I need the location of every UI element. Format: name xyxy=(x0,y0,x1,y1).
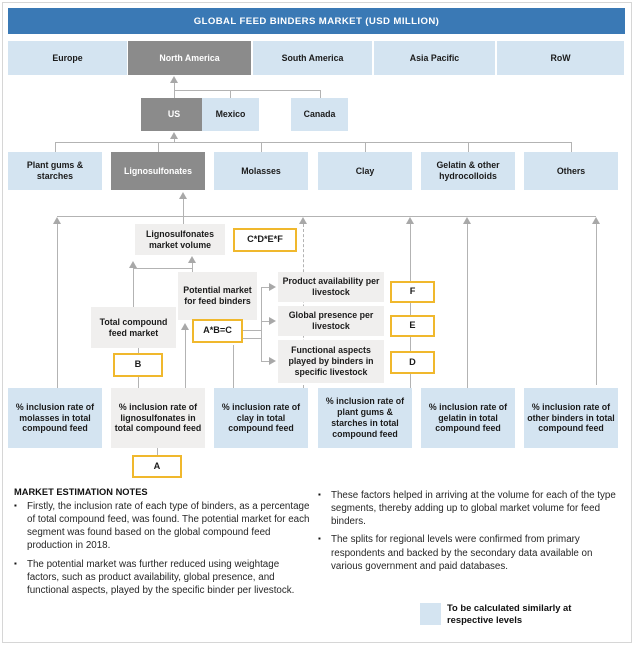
arrow-right-into-functional-aspects xyxy=(269,357,276,365)
riser-gelatin xyxy=(467,224,468,388)
region-box-row: RoW xyxy=(497,41,624,75)
connector-line xyxy=(158,142,159,152)
note-item xyxy=(14,500,310,553)
region-box-south-america: South America xyxy=(253,41,372,75)
arrow-up-into-us xyxy=(170,132,178,139)
segment-box-lignosulfonates: Lignosulfonates xyxy=(111,152,205,190)
connector-line xyxy=(133,268,192,269)
box-total-compound-feed: Total compound feed market xyxy=(91,307,176,348)
connector-line-a xyxy=(157,448,158,455)
arrow-up-molasses-riser xyxy=(53,217,61,224)
connector-line xyxy=(468,142,469,152)
segment-box-plant-gums: Plant gums & starches xyxy=(8,152,102,190)
region-box-europe: Europe xyxy=(8,41,127,75)
connector-line xyxy=(192,263,193,272)
arrow-up-into-market-volume xyxy=(188,256,196,263)
diagram-title: GLOBAL FEED BINDERS MARKET (USD MILLION) xyxy=(8,8,625,34)
factor-box-functional-aspects: Functional aspects played by binders in specific livestock xyxy=(278,340,384,383)
inclusion-box-clay: % inclusion rate of clay in total compound feed xyxy=(214,388,308,448)
connector-line xyxy=(243,338,261,339)
country-box-mexico: Mexico xyxy=(202,98,259,131)
arrow-up-others-riser xyxy=(592,217,600,224)
bullet-marker: ▪ xyxy=(14,558,17,568)
formula-box-cdef: C*D*E*F xyxy=(233,228,297,252)
connector-line xyxy=(261,287,269,288)
arrow-up-clay-riser xyxy=(299,217,307,224)
inclusion-box-lignosulfonates: % inclusion rate of lignosulfonates in total compound feed xyxy=(111,388,205,448)
connector-line xyxy=(571,142,572,152)
segment-box-others: Others xyxy=(524,152,618,190)
notes-heading: MARKET ESTIMATION NOTES xyxy=(14,487,148,497)
connector-line xyxy=(261,142,262,152)
region-box-north-america: North America xyxy=(128,41,251,75)
inclusion-box-other-binders: % inclusion rate of other binders in total compound feed xyxy=(524,388,618,448)
connector-line xyxy=(365,142,366,152)
legend-swatch xyxy=(420,603,441,625)
connector-line xyxy=(133,268,134,307)
label-box-b: B xyxy=(113,353,163,377)
bullet-marker: ▪ xyxy=(14,501,17,510)
connector-line xyxy=(261,321,269,322)
notes-right-column xyxy=(318,489,623,578)
legend-label: To be calculated similarly at respective levels xyxy=(447,602,572,626)
arrow-up-elbow xyxy=(129,261,137,268)
note-item xyxy=(318,533,623,572)
segment-box-gelatin: Gelatin & other hydrocolloids xyxy=(421,152,515,190)
arrow-right-into-global-presence xyxy=(269,317,276,325)
box-lignosulfonates-market-volume: Lignosulfonates market volume xyxy=(135,224,225,255)
label-box-f: F xyxy=(390,281,435,303)
connector-line xyxy=(261,287,262,361)
connector-line xyxy=(230,90,231,98)
note-text: Firstly, the inclusion rate of each type of binders, as a percentage of total compound feed, was found. The potential market for each segment was found based on the global compound feed production in 2018. xyxy=(27,501,310,552)
riser-molasses xyxy=(57,224,58,388)
notes-left-column xyxy=(14,500,310,602)
note-item xyxy=(318,489,623,528)
formula-box-abc: A*B=C xyxy=(192,319,243,343)
label-box-e: E xyxy=(390,315,435,337)
connector-rail-segments xyxy=(55,142,571,143)
arrow-up-into-lignosulfonates xyxy=(179,192,187,199)
inclusion-box-molasses: % inclusion rate of molasses in total compound feed xyxy=(8,388,102,448)
connector-rail-countries xyxy=(174,90,321,91)
arrow-up-into-potential-market xyxy=(181,323,189,330)
segment-box-clay: Clay xyxy=(318,152,412,190)
connector-line xyxy=(174,83,175,90)
bullet-marker: ▪ xyxy=(318,490,321,499)
connector-line xyxy=(183,199,184,224)
label-box-a: A xyxy=(132,455,182,478)
arrow-up-into-north-america xyxy=(170,76,178,83)
connector-bus xyxy=(57,216,596,217)
arrow-up-factor-riser xyxy=(406,217,414,224)
factor-box-product-availability: Product availability per livestock xyxy=(278,272,384,302)
connector-line xyxy=(243,330,261,331)
label-box-d: D xyxy=(390,351,435,374)
bullet-marker: ▪ xyxy=(318,534,321,544)
box-potential-market: Potential market for feed binders xyxy=(178,272,257,320)
connector-line xyxy=(55,142,56,152)
connector-line xyxy=(261,361,269,362)
inclusion-box-plant-gums: % inclusion rate of plant gums & starches in total compound feed xyxy=(318,388,412,448)
country-box-us: US xyxy=(141,98,207,131)
country-box-canada: Canada xyxy=(291,98,348,131)
connector-line xyxy=(174,90,175,98)
factor-box-global-presence: Global presence per livestock xyxy=(278,306,384,336)
note-text: The splits for regional levels were confirmed from primary respondents and backed by the secondary data available on various government and paid databases. xyxy=(331,534,593,572)
connector-line xyxy=(320,90,321,98)
note-item xyxy=(14,558,310,597)
inclusion-box-gelatin: % inclusion rate of gelatin in total compound feed xyxy=(421,388,515,448)
arrow-up-gelatin-riser xyxy=(463,217,471,224)
note-text: The potential market was further reduced using weightage factors, such as product availability, global presence, and functional aspects, played by the specific binder per livestock. xyxy=(27,558,295,596)
note-text: These factors helped in arriving at the volume for each of the type segments, thereby adding up to global market volume for feed binders. xyxy=(331,490,616,528)
riser-others xyxy=(596,224,597,385)
riser-a xyxy=(185,330,186,388)
region-box-asia-pacific: Asia Pacific xyxy=(374,41,495,75)
connector-line-clay-short xyxy=(233,345,234,388)
segment-box-molasses: Molasses xyxy=(214,152,308,190)
arrow-right-into-product-availability xyxy=(269,283,276,291)
